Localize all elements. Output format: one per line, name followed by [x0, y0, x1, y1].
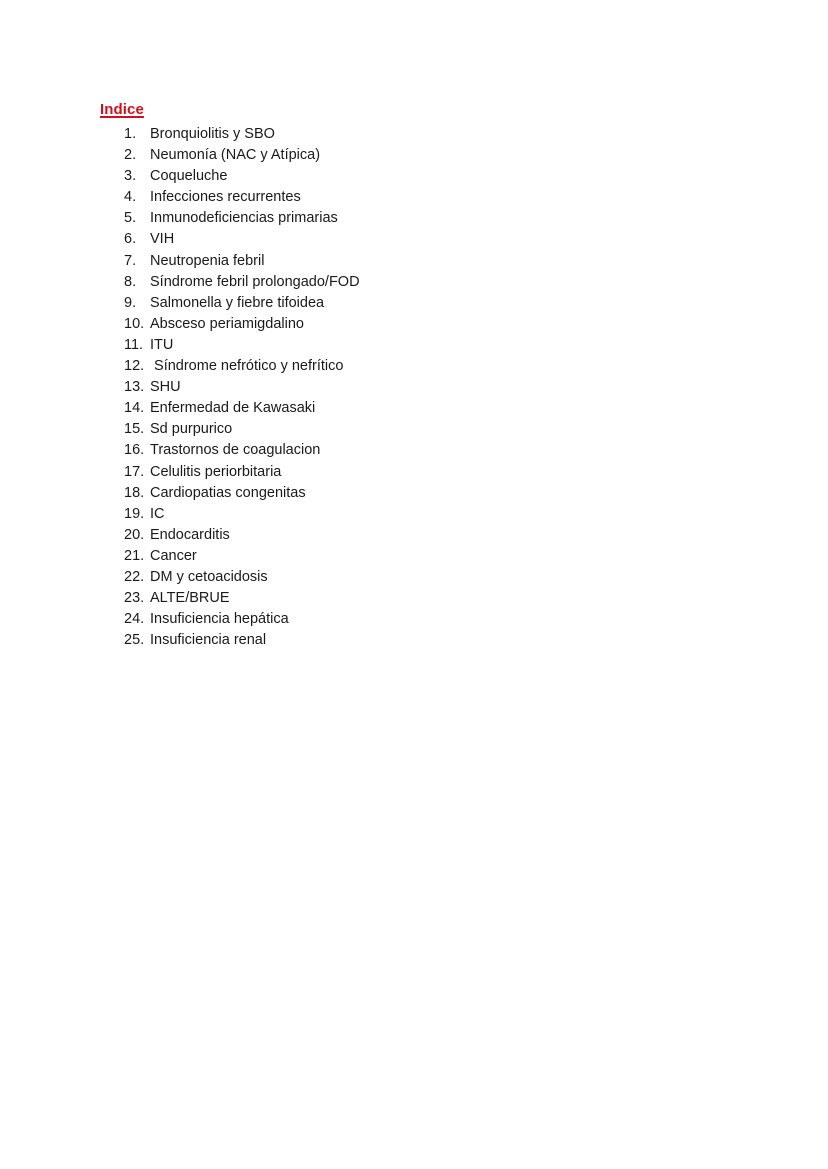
toc-item-label: Celulitis periorbitaria [150, 463, 282, 480]
toc-item-number: 21. [124, 547, 145, 564]
toc-item-number: 3. [124, 168, 137, 185]
toc-item-label: Trastornos de coagulacion [150, 442, 321, 459]
table-of-contents [124, 124, 360, 651]
toc-item-label: SHU [150, 379, 181, 396]
toc-item [124, 272, 360, 293]
toc-item-label: Infecciones recurrentes [150, 189, 301, 206]
toc-item [124, 377, 360, 398]
toc-item-label: DM y cetoacidosis [150, 568, 268, 585]
toc-item [124, 208, 360, 229]
toc-item [124, 356, 360, 377]
toc-item-number: 22. [124, 568, 145, 585]
toc-item-label: Insuficiencia renal [150, 632, 267, 649]
toc-item [124, 419, 360, 440]
toc-item-number: 18. [124, 484, 145, 501]
toc-item-number: 13. [124, 379, 145, 396]
toc-item [124, 567, 360, 588]
toc-item-label: Salmonella y fiebre tifoidea [150, 294, 325, 311]
toc-item-label: Endocarditis [150, 526, 230, 543]
toc-item-label: ALTE/BRUE [150, 590, 230, 607]
toc-item-number: 11. [124, 336, 144, 353]
toc-item-label: Síndrome febril prolongado/FOD [150, 273, 360, 290]
toc-item [124, 187, 360, 208]
toc-item-label: Neumonía (NAC y Atípica) [150, 147, 321, 164]
toc-item-label: Síndrome nefrótico y nefrítico [150, 358, 344, 375]
toc-item [124, 251, 360, 272]
toc-item-number: 17. [124, 463, 145, 480]
toc-item [124, 483, 360, 504]
toc-item [124, 440, 360, 461]
toc-item-label: Insuficiencia hepática [150, 611, 289, 628]
toc-item [124, 546, 360, 567]
toc-item-number: 6. [124, 231, 137, 248]
toc-item-number: 5. [124, 210, 137, 227]
toc-item [124, 145, 360, 166]
toc-item [124, 525, 360, 546]
toc-item-number: 1. [124, 126, 137, 142]
toc-item-number: 14. [124, 400, 145, 417]
toc-item-label: Coqueluche [150, 168, 228, 185]
index-heading: Indice [100, 101, 144, 118]
toc-item-label: Cardiopatias congenitas [150, 484, 306, 501]
toc-item [124, 588, 360, 609]
toc-item [124, 124, 360, 145]
toc-item-label: Inmunodeficiencias primarias [150, 210, 338, 227]
toc-item [124, 335, 360, 356]
toc-item-number: 19. [124, 505, 145, 522]
toc-item [124, 504, 360, 525]
toc-item [124, 609, 360, 630]
toc-item [124, 398, 360, 419]
toc-item-number: 9. [124, 294, 137, 311]
toc-item-label: ITU [150, 336, 174, 353]
toc-item-number: 16. [124, 442, 145, 459]
toc-item-number: 8. [124, 273, 137, 290]
toc-item-label: Neutropenia febril [150, 252, 265, 269]
toc-item-number: 23. [124, 590, 145, 607]
toc-item-number: 7. [124, 252, 137, 269]
toc-item-label: Enfermedad de Kawasaki [150, 400, 316, 417]
toc-item-label: VIH [150, 231, 175, 248]
toc-item-number: 12. [124, 358, 145, 375]
toc-item-number: 15. [124, 421, 145, 438]
toc-item [124, 630, 360, 651]
toc-item-label: Sd purpurico [150, 421, 233, 438]
toc-item-label: Cancer [150, 547, 197, 564]
toc-item [124, 314, 360, 335]
toc-item-number: 24. [124, 611, 145, 628]
toc-item-number: 2. [124, 147, 137, 164]
toc-item [124, 166, 360, 187]
toc-item-number: 25. [124, 632, 145, 649]
toc-item-label: Bronquiolitis y SBO [150, 126, 275, 142]
toc-item [124, 229, 360, 250]
toc-item-number: 10. [124, 315, 145, 332]
toc-item-number: 20. [124, 526, 145, 543]
toc-item-label: IC [150, 505, 165, 522]
toc-item-label: Absceso periamigdalino [150, 315, 304, 332]
toc-item [124, 293, 360, 314]
toc-item [124, 462, 360, 483]
toc-item-number: 4. [124, 189, 137, 206]
